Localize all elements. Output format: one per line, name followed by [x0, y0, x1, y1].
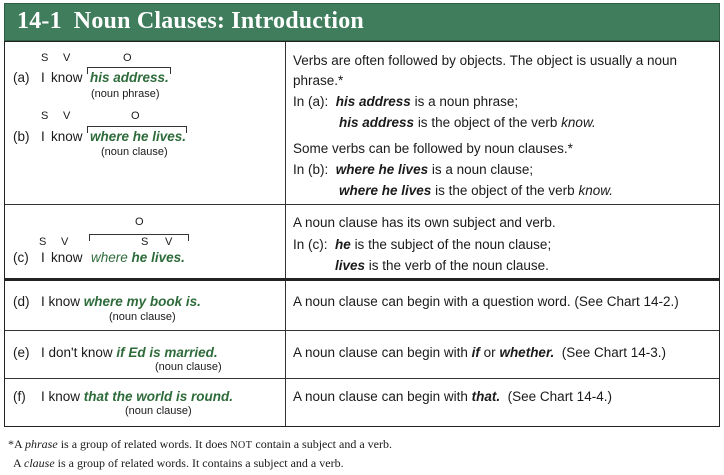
- example-label-b: (b): [13, 129, 30, 144]
- example-label-a: (a): [13, 70, 30, 85]
- explanation-line: In (a): his address is a noun phrase;: [293, 94, 519, 109]
- chart-table: [4, 41, 720, 427]
- verb-marker: V: [61, 236, 70, 248]
- explanation-line: Verbs are often followed by objects. The object is usually a noun: [293, 53, 677, 68]
- chart-header: [4, 3, 720, 41]
- example-object: his address.: [90, 70, 169, 85]
- explanation-line: In (c): he is the subject of the noun clause;: [293, 237, 552, 252]
- chart-number: 14-1: [17, 8, 62, 34]
- explanation-line: A noun clause can begin with a question word. (See Chart 14-2.): [293, 294, 679, 309]
- grammar-note: (noun phrase): [91, 88, 160, 100]
- example-object: where he lives.: [91, 250, 185, 265]
- row-divider: [5, 378, 719, 379]
- object-bracket: [89, 234, 189, 240]
- explanation-line: where he lives is the object of the verb know.: [339, 183, 613, 198]
- grammar-note: (noun clause): [155, 361, 222, 373]
- explanation-line: A noun clause can begin with if or whether. (See Chart 14-3.): [293, 345, 667, 360]
- example-object: where he lives.: [90, 129, 187, 144]
- verb-marker: V: [63, 52, 72, 64]
- verb-marker: V: [63, 110, 72, 122]
- grammar-note: (noun clause): [125, 405, 192, 417]
- example-label-e: (e): [13, 345, 30, 360]
- subject-marker: S: [39, 236, 48, 248]
- example-label-c: (c): [13, 250, 29, 265]
- explanation-line: Some verbs can be followed by noun clauses.*: [293, 141, 573, 156]
- example-verb: know: [51, 70, 83, 85]
- explanation-line: A noun clause has its own subject and verb.: [293, 215, 556, 230]
- explanation-line: lives is the verb of the noun clause.: [335, 258, 549, 273]
- row-divider: [5, 204, 719, 205]
- subject-marker: S: [41, 110, 50, 122]
- verb-marker: V: [165, 236, 174, 248]
- footnote-phrase: *A phrase is a group of related words. It does NOT contain a subject and a verb.: [8, 437, 392, 451]
- section-divider: [5, 278, 719, 281]
- row-divider: [5, 330, 719, 331]
- column-divider: [285, 42, 286, 426]
- explanation-line: In (b): where he lives is a noun clause;: [293, 162, 534, 177]
- footnote-clause: A clause is a group of related words. It contains a subject and a verb.: [13, 456, 344, 470]
- subject-marker: S: [141, 236, 150, 248]
- chart-title-text: Noun Clauses: Introduction: [73, 8, 364, 34]
- object-marker: O: [123, 52, 133, 64]
- example-subject: I: [41, 70, 45, 85]
- example-sentence: I know that the world is round.: [41, 389, 234, 404]
- object-marker: O: [131, 110, 141, 122]
- example-verb: know: [51, 250, 83, 265]
- example-sentence: I know where my book is.: [41, 294, 201, 309]
- grammar-note: (noun clause): [109, 311, 176, 323]
- subject-marker: S: [41, 52, 50, 64]
- example-verb: know: [51, 129, 83, 144]
- example-subject: I: [41, 250, 45, 265]
- explanation-line: his address is the object of the verb know.: [339, 115, 596, 130]
- example-sentence: I don't know if Ed is married.: [41, 345, 218, 360]
- grammar-note: (noun clause): [101, 146, 168, 158]
- chart-title: [17, 8, 364, 35]
- explanation-line: A noun clause can begin with that. (See Chart 14-4.): [293, 389, 612, 404]
- example-label-d: (d): [13, 294, 30, 309]
- example-label-f: (f): [13, 389, 26, 404]
- explanation-line: phrase.*: [293, 73, 344, 88]
- object-marker: O: [135, 216, 145, 228]
- example-subject: I: [41, 129, 45, 144]
